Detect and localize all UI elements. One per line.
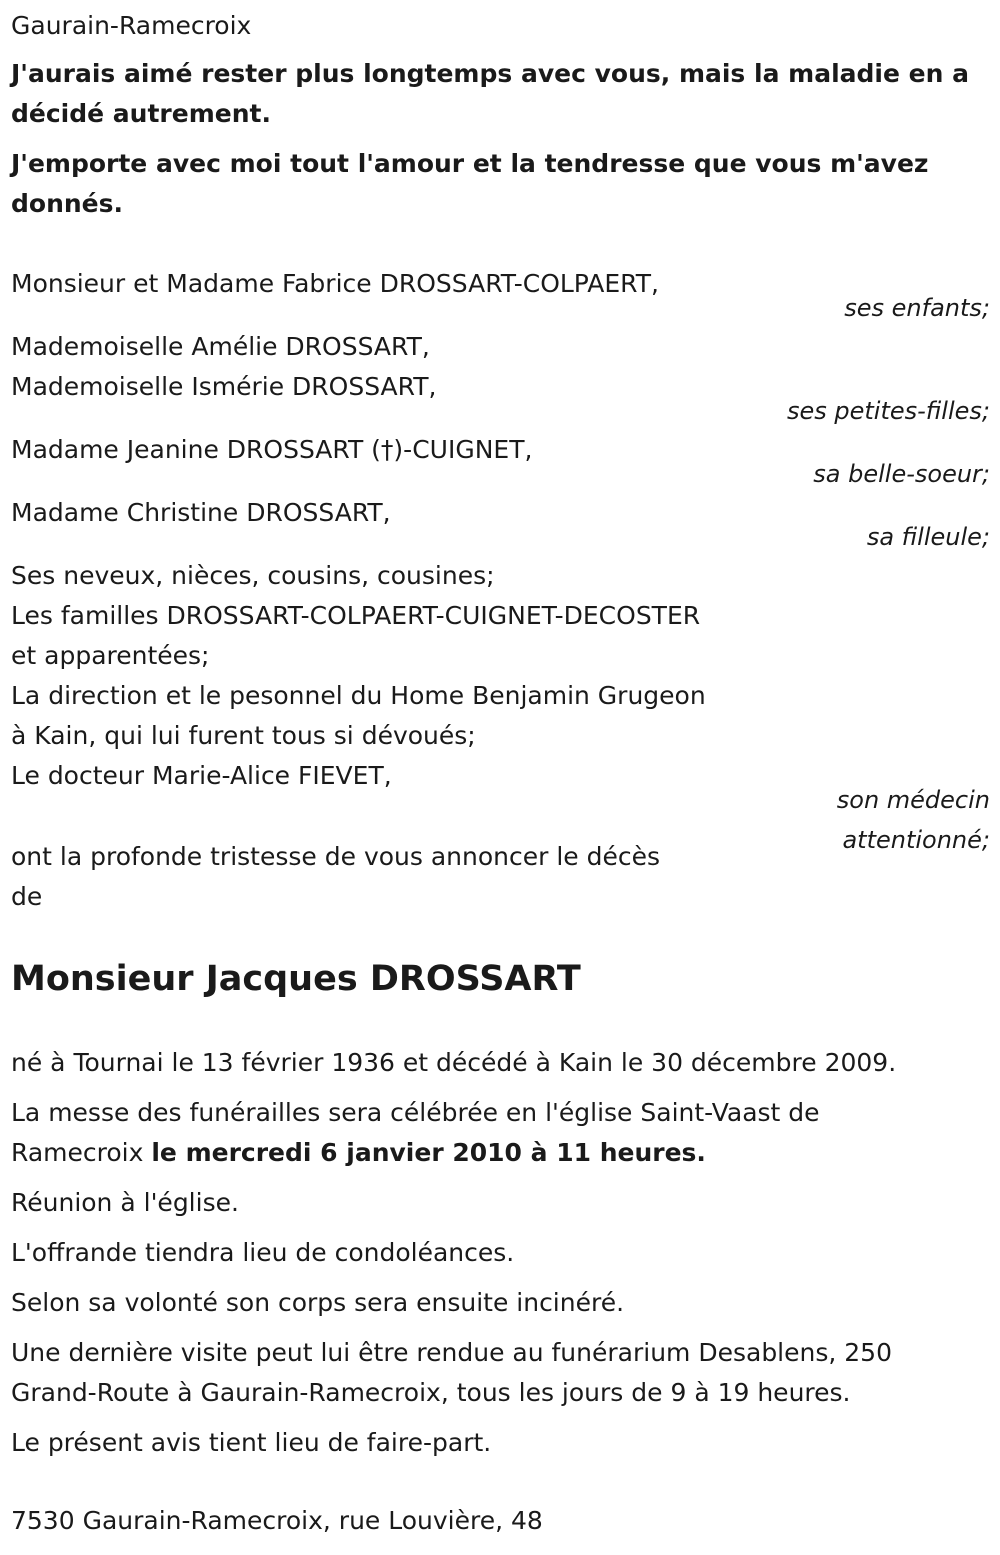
birth-death-line: né à Tournai le 13 février 1936 et décédé à Kain le 30 décembre 2009. [11,1048,897,1077]
children-role: ses enfants; [844,294,990,322]
announcement-line-1: ont la profonde tristesse de vous annoncer le décès [11,842,661,871]
granddaughters-role: ses petites-filles; [786,397,990,425]
others-line-3: et apparentées; [11,641,210,670]
quote-line-3: J'emporte avec moi tout l'amour et la tendresse que vous m'avez [11,149,929,178]
goddaughter-name: Madame Christine DROSSART, [11,498,391,527]
sister-in-law-role: sa belle-soeur; [813,460,990,488]
mass-line-1: La messe des funérailles sera célébrée en l'église Saint-Vaast de [11,1098,820,1127]
granddaughter-1: Mademoiselle Amélie DROSSART, [11,332,430,361]
doctor-role-1: son médecin [836,786,990,814]
others-line-6: Le docteur Marie-Alice FIEVET, [11,761,392,790]
mass-date: le mercredi 6 janvier 2010 à 11 heures. [151,1138,706,1167]
announcement-line-2: de [11,882,43,911]
others-line-2: Les familles DROSSART-COLPAERT-CUIGNET-DECOSTER [11,601,701,630]
others-line-5: à Kain, qui lui furent tous si dévoués; [11,721,476,750]
quote-line-2: décidé autrement. [11,99,271,128]
granddaughter-2: Mademoiselle Ismérie DROSSART, [11,372,437,401]
quote-line-4: donnés. [11,189,123,218]
goddaughter-role: sa filleule; [866,523,990,551]
notice-line: Le présent avis tient lieu de faire-part. [11,1428,492,1457]
deceased-name: Monsieur Jacques DROSSART [11,959,581,999]
others-line-4: La direction et le pesonnel du Home Benjamin Grugeon [11,681,706,710]
address-line: 7530 Gaurain-Ramecroix, rue Louvière, 48 [11,1506,543,1535]
children-name: Monsieur et Madame Fabrice DROSSART-COLPAERT, [11,269,659,298]
offering-line: L'offrande tiendra lieu de condoléances. [11,1238,515,1267]
visit-line-2: Grand-Route à Gaurain-Ramecroix, tous les jours de 9 à 19 heures. [11,1378,851,1407]
visit-line-1: Une dernière visite peut lui être rendue au funérarium Desablens, 250 [11,1338,892,1367]
doctor-role-2: attentionné; [842,826,990,854]
mass-place: Ramecroix [11,1138,152,1167]
quote-line-1: J'aurais aimé rester plus longtemps avec vous, mais la maladie en a [11,59,969,88]
cremation-line: Selon sa volonté son corps sera ensuite incinéré. [11,1288,625,1317]
sister-in-law-name: Madame Jeanine DROSSART (†)-CUIGNET, [11,435,533,464]
mass-line-2 [11,1133,706,1173]
meeting-line: Réunion à l'église. [11,1188,239,1217]
location-header: Gaurain-Ramecroix [11,11,252,40]
others-line-1: Ses neveux, nièces, cousins, cousines; [11,561,495,590]
